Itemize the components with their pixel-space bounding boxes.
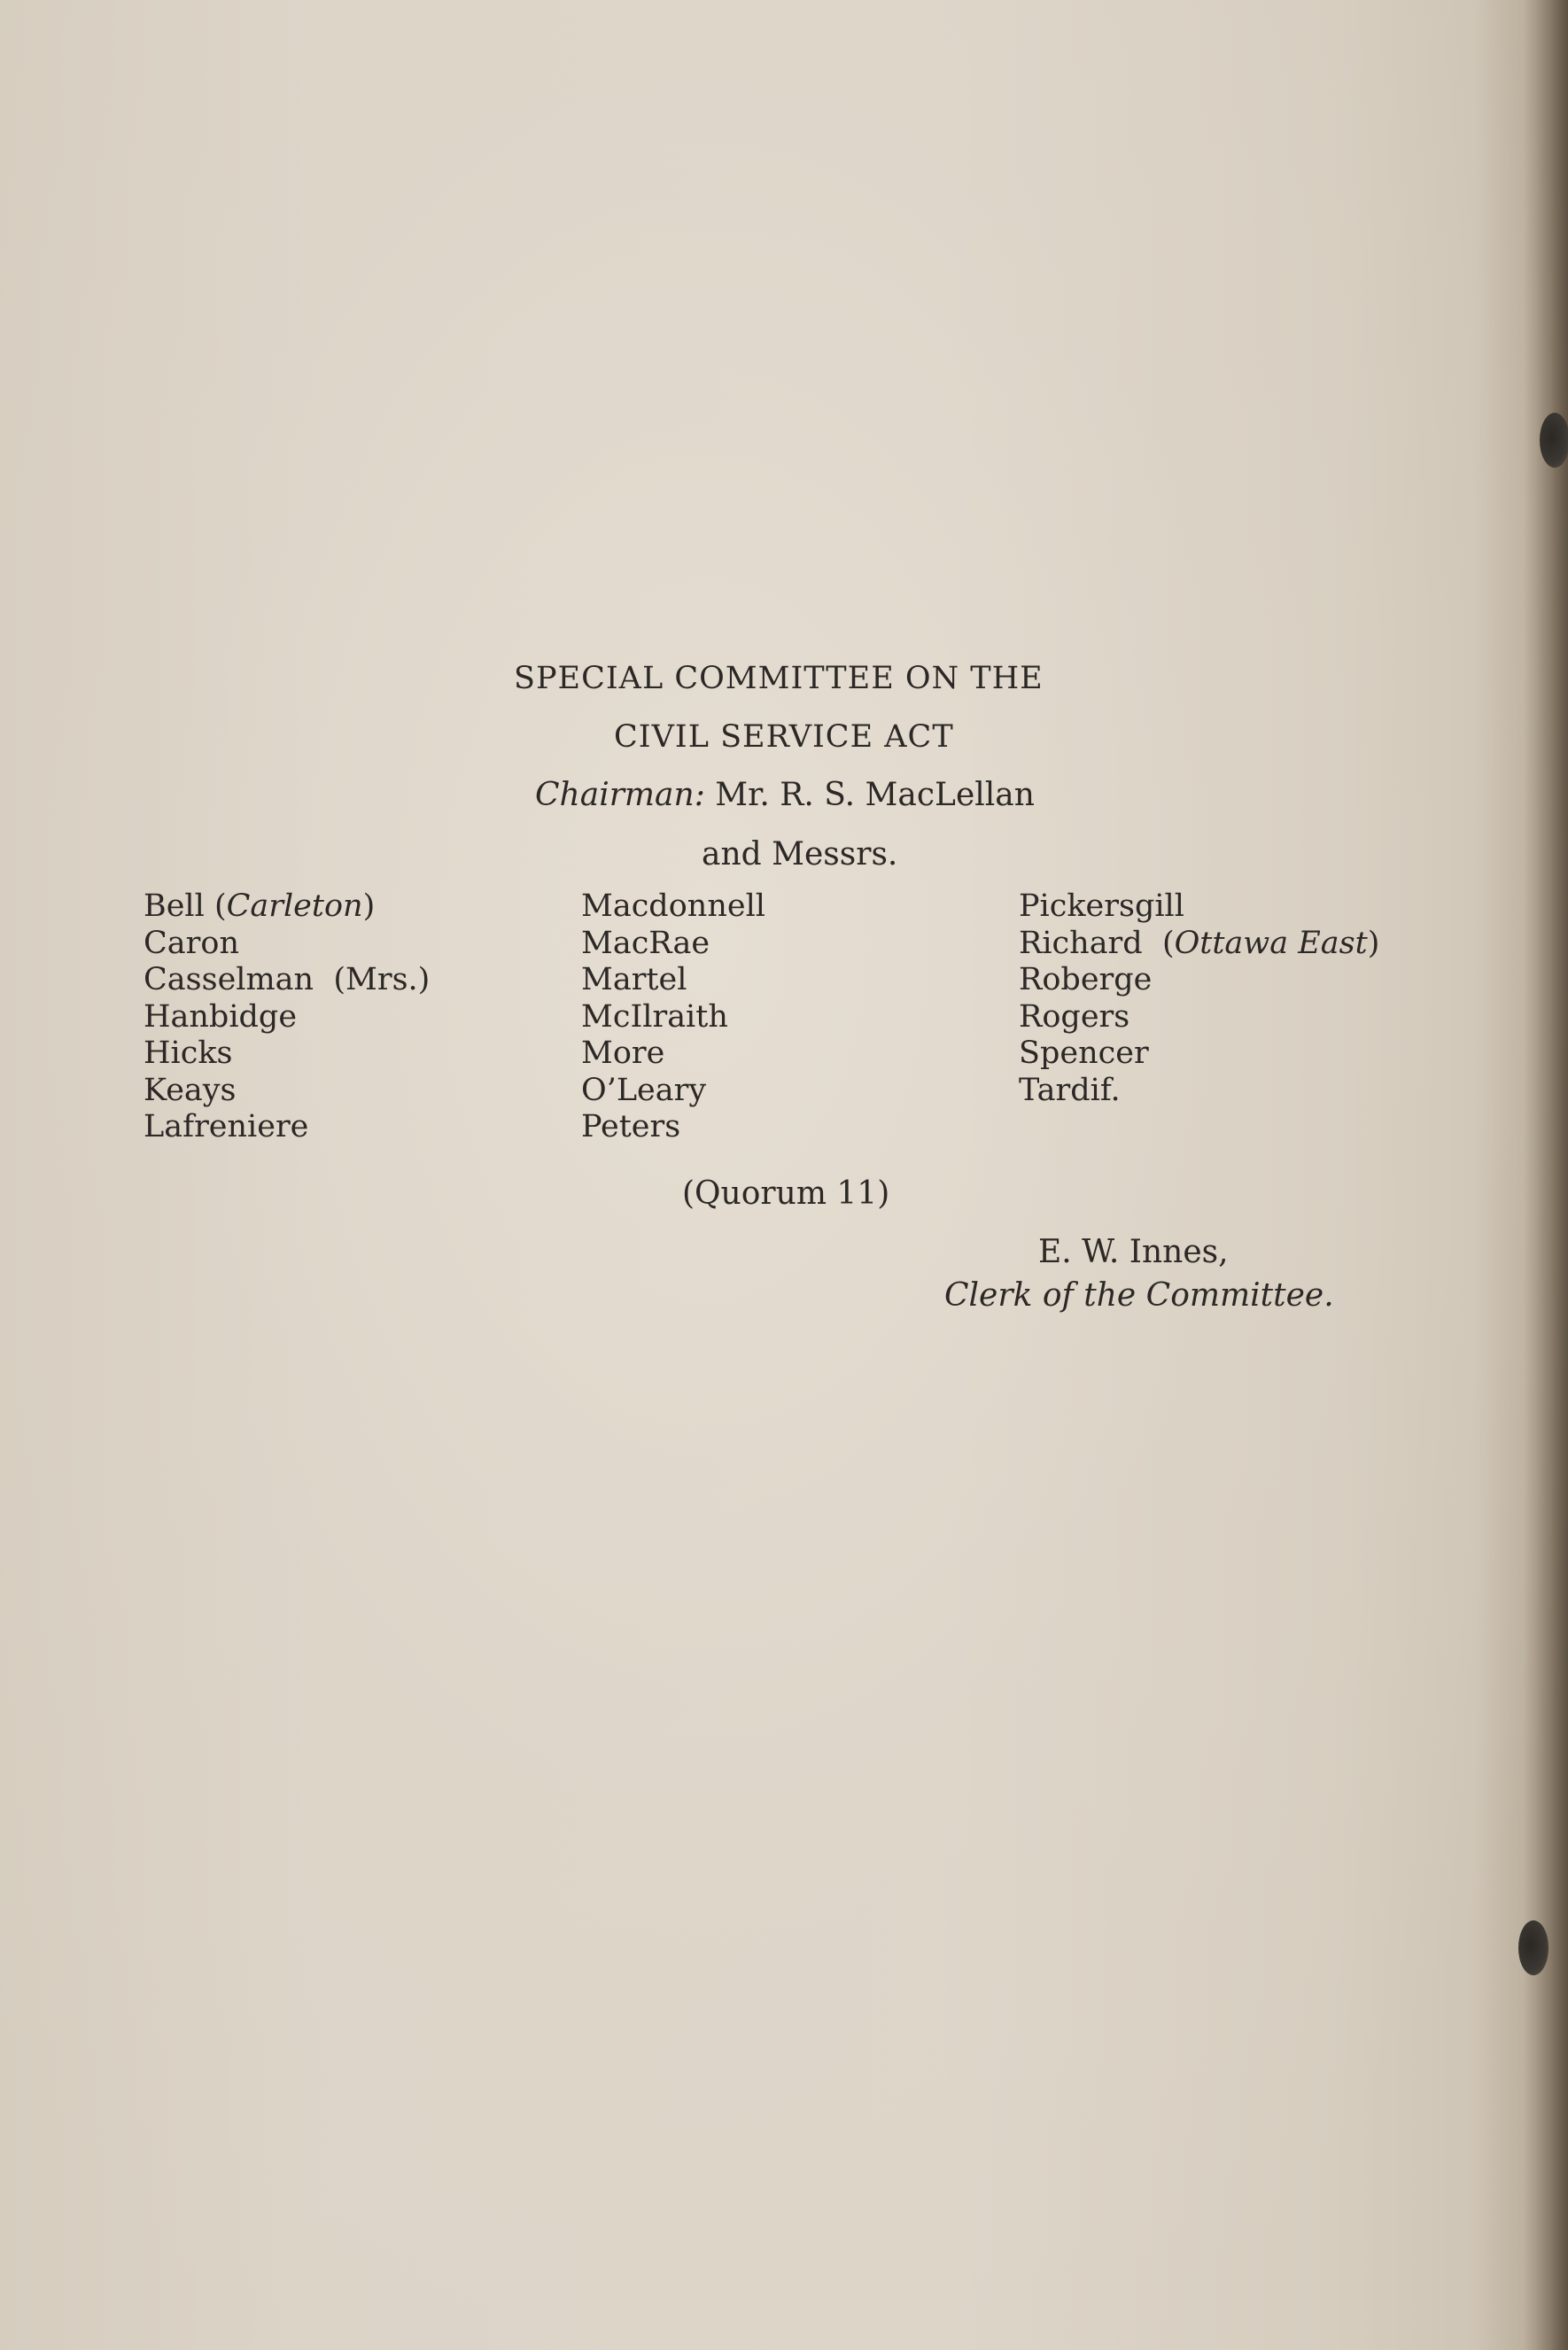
members-column-3 <box>1019 888 1379 1109</box>
member-macrae: MacRae <box>581 925 710 961</box>
member-macdonnell: Macdonnell <box>581 888 765 924</box>
member-caron: Caron <box>144 925 239 961</box>
binding-hole-top <box>1540 413 1568 468</box>
member-richard: Richard (Ottawa East) <box>1019 925 1380 961</box>
member-hanbidge: Hanbidge <box>144 998 298 1035</box>
member-martel: Martel <box>581 962 687 997</box>
committee-title-line1: SPECIAL COMMITTEE ON THE <box>514 661 1044 696</box>
member-keays: Keays <box>144 1072 237 1108</box>
member-casselman: Casselman (Mrs.) <box>144 962 431 997</box>
member-tardif: Tardif. <box>1019 1072 1121 1108</box>
members-column-2 <box>581 888 765 1146</box>
member-bell: Bell (Carleton) <box>144 888 376 924</box>
member-roberge: Roberge <box>1019 962 1153 997</box>
member-hicks: Hicks <box>144 1035 233 1071</box>
page-edge-shadow <box>1524 0 1568 2350</box>
chairman-name: Mr. R. S. MacLellan <box>715 777 1035 813</box>
member-peters: Peters <box>581 1109 681 1144</box>
clerk-name: E. W. Innes, <box>1038 1234 1229 1270</box>
and-messrs: and Messrs. <box>702 836 898 873</box>
member-rogers: Rogers <box>1019 998 1130 1035</box>
quorum: (Quorum 11) <box>682 1175 890 1212</box>
member-pickersgill: Pickersgill <box>1019 888 1184 924</box>
chairman-line <box>535 777 1035 814</box>
member-spencer: Spencer <box>1019 1035 1149 1071</box>
member-oleary: O’Leary <box>581 1072 707 1108</box>
chairman-label: Chairman: <box>535 777 705 813</box>
committee-title-line2: CIVIL SERVICE ACT <box>614 719 954 755</box>
members-column-1 <box>144 888 430 1146</box>
member-lafreniere: Lafreniere <box>144 1109 309 1144</box>
member-more: More <box>581 1035 665 1071</box>
clerk-title: Clerk of the Committee. <box>944 1277 1334 1314</box>
member-mcilraith: McIlraith <box>581 998 728 1035</box>
binding-hole-bottom <box>1518 1920 1549 1975</box>
